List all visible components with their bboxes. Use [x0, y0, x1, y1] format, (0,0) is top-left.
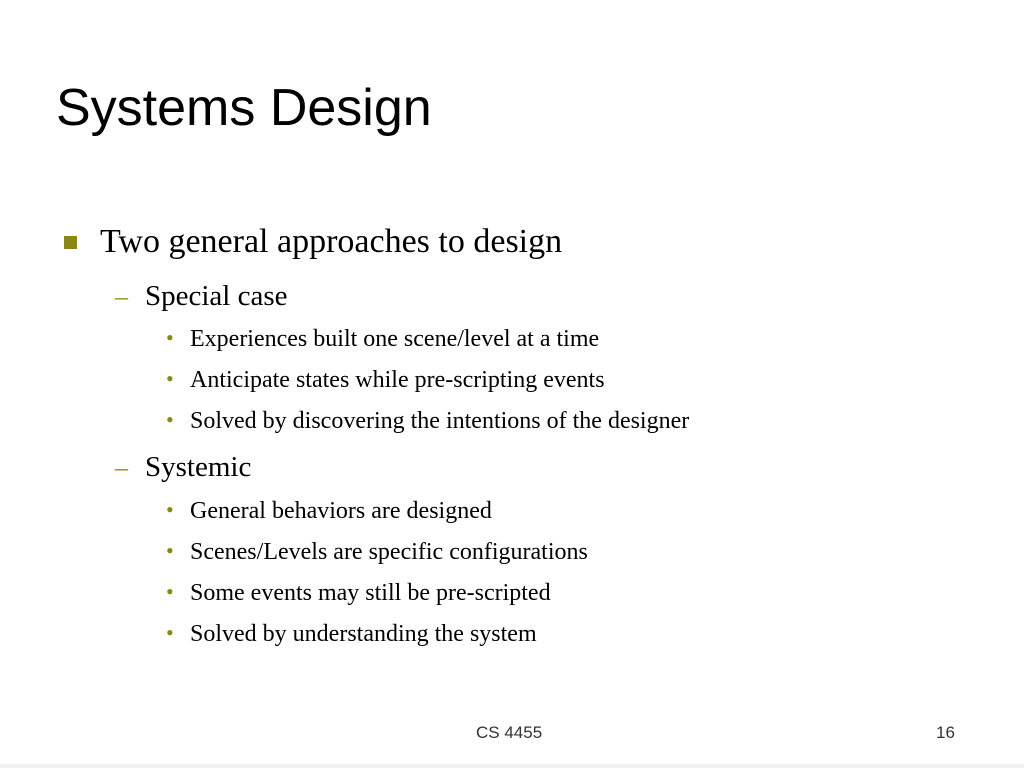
dash-bullet-icon: –: [115, 453, 128, 482]
dot-bullet-icon: •: [166, 620, 174, 645]
bullet-level3-item: General behaviors are designed: [190, 498, 492, 524]
footer-course: CS 4455: [476, 723, 543, 742]
square-bullet-icon: [64, 236, 77, 249]
bullet-level3-item: Experiences built one scene/level at a time: [190, 326, 600, 352]
bullet-level3-item: Solved by discovering the intentions of the designer: [190, 408, 690, 434]
dot-bullet-icon: •: [166, 579, 174, 604]
dot-bullet-icon: •: [166, 407, 174, 432]
bullet-level2-systemic: Systemic: [145, 451, 252, 483]
footer-page-number: 16: [936, 723, 955, 742]
dot-bullet-icon: •: [166, 538, 174, 563]
bullet-level3-item: Scenes/Levels are specific configurations: [190, 539, 588, 565]
dot-bullet-icon: •: [166, 497, 174, 522]
bullet-level2-special-case: Special case: [145, 280, 288, 312]
dash-bullet-icon: –: [115, 282, 128, 311]
bullet-level3-item: Some events may still be pre-scripted: [190, 580, 551, 606]
dot-bullet-icon: •: [166, 325, 174, 350]
bottom-rule: [0, 764, 1024, 768]
bullet-level3-item: Anticipate states while pre-scripting events: [190, 367, 605, 393]
bullet-level1: Two general approaches to design: [100, 223, 563, 260]
slide-title: Systems Design: [56, 79, 432, 137]
bullet-level3-item: Solved by understanding the system: [190, 621, 537, 647]
dot-bullet-icon: •: [166, 366, 174, 391]
